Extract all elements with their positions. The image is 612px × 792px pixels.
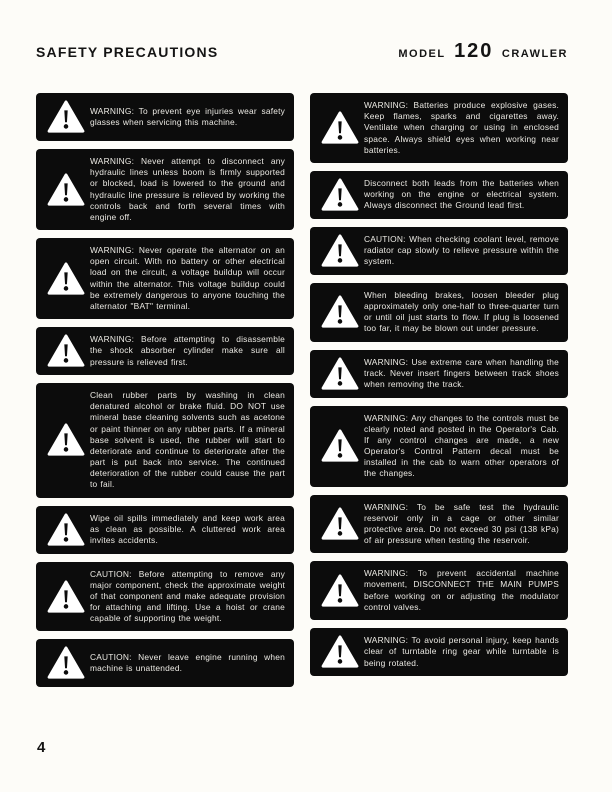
safety-warning-box xyxy=(36,327,294,375)
model-suffix-label: CRAWLER xyxy=(501,48,568,60)
warning-triangle-icon xyxy=(316,234,364,268)
warning-triangle-icon xyxy=(316,429,364,463)
safety-warning-box xyxy=(310,495,568,554)
warning-triangle-icon xyxy=(316,635,364,669)
warning-triangle-icon xyxy=(316,111,364,145)
model-lockup xyxy=(398,40,568,63)
safety-warning-box xyxy=(310,227,568,275)
warning-text: WARNING: To prevent eye injuries wear safety glasses when servicing this machine. xyxy=(90,105,285,127)
warning-text: WARNING: Never attempt to disconnect any hydraulic lines unless boom is firmly supported or blocked, load is lowered to the ground and hydraulic line pressure is relieved by working the controls back and forth several times with engine off. xyxy=(90,156,285,222)
warning-text: WARNING: Batteries produce explosive gases. Keep flames, sparks and cigarettes away. Ventilate when charging or using in enclosed space. Always shield eyes when working near batteries. xyxy=(364,100,559,155)
warning-triangle-icon xyxy=(316,574,364,608)
warning-text: WARNING: To be safe test the hydraulic reservoir only in a cage or other similar protective area. Do not exceed 30 psi (138 kPa) of air pressure when testing the reservoir. xyxy=(364,501,559,546)
model-prefix-label: MODEL xyxy=(398,48,446,60)
warning-text: When bleeding brakes, loosen bleeder plug approximately only one-half to three-quarter turn or until oil just starts to flow. If plug is loosened too far, it may be blown out under pressure. xyxy=(364,289,559,334)
safety-warning-box xyxy=(310,93,568,163)
warning-triangle-icon xyxy=(42,262,90,296)
safety-warning-box xyxy=(310,628,568,676)
warning-text: WARNING: Never operate the alternator on an open circuit. With no battery or other electrical load on the circuit, a voltage buildup will occur within the alternator. This voltage buildup could be extremely dangerous to anyone touching the alternator "BAT" terminal. xyxy=(90,245,285,311)
page-number: 4 xyxy=(37,739,46,756)
page-title: SAFETY PRECAUTIONS xyxy=(36,44,219,60)
warning-triangle-icon xyxy=(42,646,90,680)
safety-warning-box xyxy=(310,350,568,398)
warning-triangle-icon xyxy=(42,580,90,614)
right-column xyxy=(310,93,568,687)
warning-triangle-icon xyxy=(42,173,90,207)
warning-text: WARNING: To prevent accidental machine movement, DISCONNECT THE MAIN PUMPS before working on or adjusting the modulator control valves. xyxy=(364,568,559,612)
left-column xyxy=(36,93,294,687)
warning-text: CAUTION: Never leave engine running when machine is unattended. xyxy=(90,652,285,674)
safety-warning-box xyxy=(36,639,294,687)
safety-warning-box xyxy=(36,562,294,632)
safety-warning-box xyxy=(36,383,294,498)
safety-warning-box xyxy=(36,238,294,319)
warning-text: Wipe oil spills immediately and keep work area as clean as possible. A cluttered work area invites accidents. xyxy=(90,512,285,546)
warning-text: WARNING: Use extreme care when handling the track. Never insert fingers between track shoes when removing the track. xyxy=(364,356,559,390)
warning-triangle-icon xyxy=(42,100,90,134)
warning-text: CAUTION: When checking coolant level, remove radiator cap slowly to relieve pressure within the system. xyxy=(364,234,559,267)
warning-text: Clean rubber parts by washing in clean denatured alcohol or brake fluid. DO NOT use mineral base cleaning solvents such as acetone or paint thinner on any rubber parts. If a mineral base solvent is used, the rubber will start to deteriorate and continue to deteriorate after the part is put back into service. The continued deterioration of the rubber could cause the part to fail. xyxy=(90,390,285,490)
safety-warning-box xyxy=(310,406,568,487)
safety-warning-box xyxy=(36,93,294,141)
warning-text: WARNING: Any changes to the controls must be clearly noted and posted in the Operator's Cab. If any control changes are made, a new Operator's Control Pattern decal must be installed in the cab to warn other operators of the changes. xyxy=(364,412,559,479)
warning-text: WARNING: Before attempting to disassemble the shock absorber cylinder make sure all pressure is relieved first. xyxy=(90,334,285,367)
warning-triangle-icon xyxy=(42,423,90,457)
warning-triangle-icon xyxy=(316,178,364,212)
warning-text: WARNING: To avoid personal injury, keep hands clear of turntable ring gear while turntable is being rotated. xyxy=(364,635,559,668)
warning-text: Disconnect both leads from the batteries when working on the engine or electrical system. Always disconnect the Ground lead first. xyxy=(364,178,559,211)
warning-text: CAUTION: Before attempting to remove any major component, check the approximate weight of that component and make adequate provision for attaching and lifting. Use a hoist or crane capable of supporting the weight. xyxy=(90,568,285,624)
safety-warning-box xyxy=(310,171,568,219)
warning-triangle-icon xyxy=(42,334,90,368)
safety-warning-box xyxy=(310,561,568,620)
warning-triangle-icon xyxy=(316,295,364,329)
safety-warning-box xyxy=(36,506,294,554)
page-header xyxy=(36,40,570,63)
warning-triangle-icon xyxy=(316,357,364,391)
model-number-label: 120 xyxy=(454,40,494,62)
warning-triangle-icon xyxy=(42,513,90,547)
warning-triangle-icon xyxy=(316,507,364,541)
warning-columns xyxy=(36,93,570,687)
safety-warning-box xyxy=(310,283,568,342)
safety-warning-box xyxy=(36,149,294,230)
